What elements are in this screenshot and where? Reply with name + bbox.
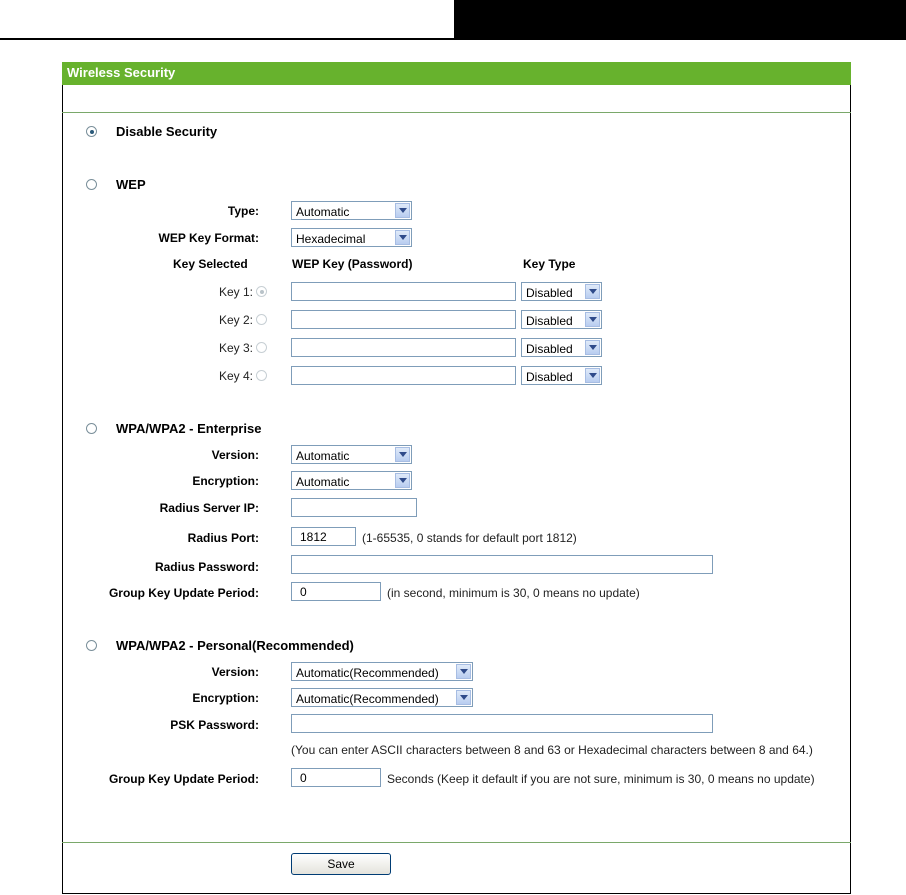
psk-password-input[interactable]: [291, 714, 713, 733]
personal-label: WPA/WPA2 - Personal(Recommended): [116, 638, 354, 653]
enterprise-encryption-value: Automatic: [296, 475, 350, 489]
personal-group-key-input[interactable]: 0: [291, 768, 381, 787]
personal-encryption-select[interactable]: [291, 688, 473, 707]
personal-encryption-value: Automatic(Recommended): [296, 692, 439, 706]
key3-type-value: Disabled: [526, 342, 573, 356]
radius-port-label: Radius Port:: [187, 531, 259, 545]
key4-label: Key 4:: [218, 369, 253, 383]
chevron-down-icon: [395, 203, 410, 218]
wep-type-select[interactable]: [291, 201, 412, 220]
enterprise-version-label: Version:: [211, 448, 259, 462]
radius-password-label: Radius Password:: [154, 560, 259, 574]
personal-group-key-note: Seconds (Keep it default if you are not sure, minimum is 30, 0 means no update): [387, 772, 815, 786]
chevron-down-icon: [395, 230, 410, 245]
col-wep-key: WEP Key (Password): [292, 257, 413, 271]
chevron-down-icon: [456, 690, 471, 705]
col-key-type: Key Type: [523, 257, 576, 271]
disable-security-radio[interactable]: [86, 126, 97, 137]
key2-type-select[interactable]: [521, 310, 602, 329]
key4-input[interactable]: [291, 366, 516, 385]
enterprise-label: WPA/WPA2 - Enterprise: [116, 421, 262, 436]
wep-key-format-select[interactable]: [291, 228, 412, 247]
wep-type-value: Automatic: [296, 205, 350, 219]
key4-type-select[interactable]: [521, 366, 602, 385]
radius-port-note: (1-65535, 0 stands for default port 1812): [362, 531, 577, 545]
chevron-down-icon: [395, 447, 410, 462]
key1-radio[interactable]: [256, 286, 267, 297]
enterprise-group-key-input[interactable]: 0: [291, 582, 381, 601]
personal-radio[interactable]: [86, 640, 97, 651]
top-black-bar: [454, 0, 906, 40]
title-bar: [62, 62, 851, 85]
key2-type-value: Disabled: [526, 314, 573, 328]
key4-type-value: Disabled: [526, 370, 573, 384]
key1-label: Key 1:: [218, 285, 253, 299]
enterprise-version-value: Automatic: [296, 449, 350, 463]
key2-input[interactable]: [291, 310, 516, 329]
radius-ip-input[interactable]: [291, 498, 417, 517]
footer-divider: [62, 842, 851, 843]
wep-key-format-label: WEP Key Format:: [158, 231, 259, 245]
enterprise-encryption-select[interactable]: [291, 471, 412, 490]
personal-version-value: Automatic(Recommended): [296, 666, 439, 680]
key4-radio[interactable]: [256, 370, 267, 381]
wep-key-format-value: Hexadecimal: [296, 232, 366, 246]
page-title: Wireless Security: [67, 65, 176, 80]
enterprise-version-select[interactable]: [291, 445, 412, 464]
wep-type-label: Type:: [227, 204, 259, 218]
key3-radio[interactable]: [256, 342, 267, 353]
chevron-down-icon: [585, 368, 600, 383]
personal-version-select[interactable]: [291, 662, 473, 681]
key2-radio[interactable]: [256, 314, 267, 325]
enterprise-encryption-label: Encryption:: [192, 474, 259, 488]
radius-port-input[interactable]: 1812: [291, 527, 356, 546]
save-button[interactable]: Save: [291, 853, 391, 875]
radius-password-input[interactable]: [291, 555, 713, 574]
wep-radio[interactable]: [86, 179, 97, 190]
key1-input[interactable]: [291, 282, 516, 301]
key3-type-select[interactable]: [521, 338, 602, 357]
personal-group-key-label: Group Key Update Period:: [108, 772, 259, 786]
chevron-down-icon: [585, 340, 600, 355]
personal-encryption-label: Encryption:: [192, 691, 259, 705]
enterprise-radio[interactable]: [86, 423, 97, 434]
disable-security-label: Disable Security: [116, 124, 218, 139]
chevron-down-icon: [585, 312, 600, 327]
chevron-down-icon: [585, 284, 600, 299]
radius-ip-label: Radius Server IP:: [159, 501, 259, 515]
key2-label: Key 2:: [218, 313, 253, 327]
col-key-selected: Key Selected: [173, 257, 248, 271]
personal-version-label: Version:: [211, 665, 259, 679]
key1-type-value: Disabled: [526, 286, 573, 300]
header-divider: [62, 112, 851, 113]
psk-password-note: (You can enter ASCII characters between 8 and 63 or Hexadecimal characters between 8 and 64.): [291, 743, 813, 757]
key3-input[interactable]: [291, 338, 516, 357]
wep-label: WEP: [116, 177, 146, 192]
key1-type-select[interactable]: [521, 282, 602, 301]
chevron-down-icon: [456, 664, 471, 679]
enterprise-group-key-note: (in second, minimum is 30, 0 means no update): [387, 586, 640, 600]
psk-password-label: PSK Password:: [170, 718, 259, 732]
enterprise-group-key-label: Group Key Update Period:: [108, 586, 259, 600]
top-rule: [0, 38, 454, 40]
key3-label: Key 3:: [218, 341, 253, 355]
chevron-down-icon: [395, 473, 410, 488]
